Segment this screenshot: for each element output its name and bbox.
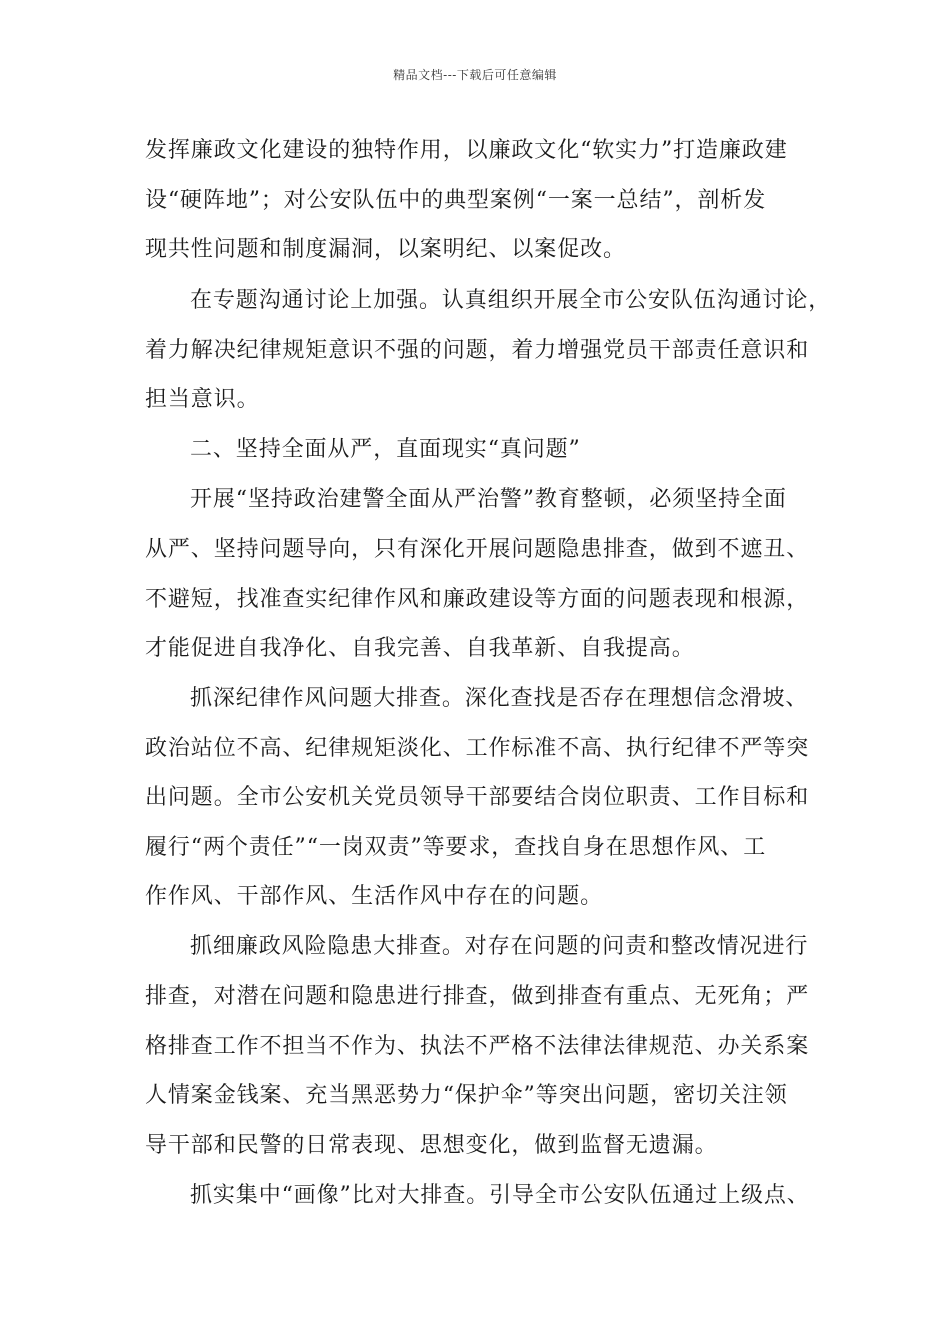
text-line: 从严、坚持问题导向，只有深化开展问题隐患排查，做到不遮丑、 — [145, 537, 810, 562]
text-line: 担当意识。 — [145, 387, 260, 412]
text-line: 排查，对潜在问题和隐患进行排查，做到排查有重点、无死角；严 — [145, 984, 810, 1009]
text-line: 政治站位不高、纪律规矩淡化、工作标准不高、执行纪律不严等突 — [145, 736, 810, 761]
text-line: 抓深纪律作风问题大排查。深化查找是否存在理想信念滑坡、 — [190, 686, 809, 711]
text-line: 设“硬阵地”；对公安队伍中的典型案例“一案一总结”，剖析发 — [145, 188, 767, 213]
section-heading: 二、坚持全面从严，直面现实“真问题” — [190, 437, 581, 462]
text-line: 抓实集中“画像”比对大排查。引导全市公安队伍通过上级点、 — [190, 1183, 810, 1208]
text-line: 导干部和民警的日常表现、思想变化，做到监督无遗漏。 — [145, 1133, 718, 1158]
text-line: 抓细廉政风险隐患大排查。对存在问题的问责和整改情况进行 — [190, 934, 809, 959]
text-line: 着力解决纪律规矩意识不强的问题，着力增强党员干部责任意识和 — [145, 338, 810, 363]
text-line: 格排查工作不担当不作为、执法不严格不法律法律规范、办关系案 — [145, 1034, 810, 1059]
text-line: 开展“坚持政治建警全面从严治警”教育整顿，必须坚持全面 — [190, 487, 787, 512]
page-header: 精品文档---下载后可任意编辑 — [393, 68, 557, 82]
text-line: 才能促进自我净化、自我完善、自我革新、自我提高。 — [145, 636, 695, 661]
text-line: 发挥廉政文化建设的独特作用，以廉政文化“软实力”打造廉政建 — [145, 138, 788, 163]
text-line: 履行“两个责任”“一岗双责”等要求，查找自身在思想作风、工 — [145, 835, 767, 860]
text-line: 现共性问题和制度漏洞，以案明纪、以案促改。 — [145, 237, 626, 262]
text-line: 不避短，找准查实纪律作风和廉政建设等方面的问题表现和根源， — [145, 587, 810, 612]
text-line: 作作风、干部作风、生活作风中存在的问题。 — [145, 884, 604, 909]
text-line: 在专题沟通讨论上加强。认真组织开展全市公安队伍沟通讨论， — [190, 288, 832, 313]
text-line: 出问题。全市公安机关党员领导干部要结合岗位职责、工作目标和 — [145, 785, 810, 810]
text-line: 人情案金钱案、充当黑恶势力“保护伞”等突出问题，密切关注领 — [145, 1083, 788, 1108]
